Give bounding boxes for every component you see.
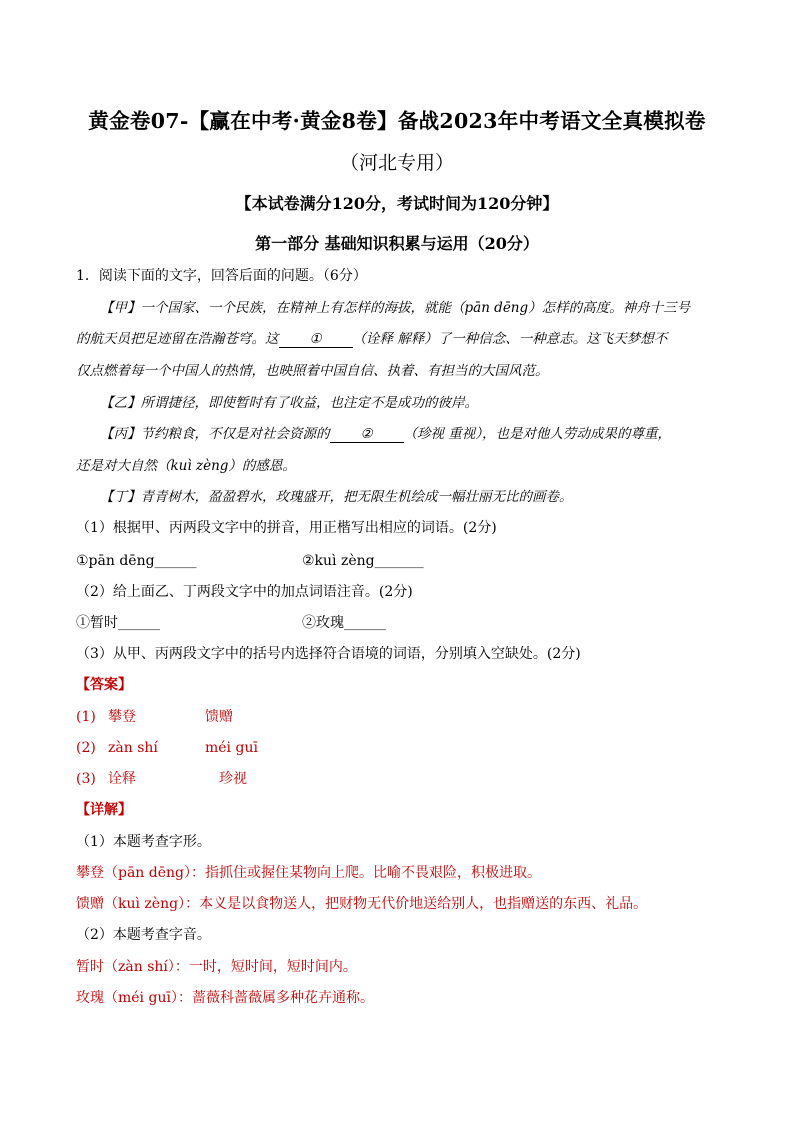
passage-bing-line-2: 还是对大自然（kuì zèng）的感恩。 bbox=[76, 458, 296, 474]
answer-value-a: 攀登 bbox=[108, 709, 136, 725]
blank-1: ① bbox=[279, 331, 353, 348]
passage-jia-text-b: （诠释 解释）了一种信念、一种意志。这飞天梦想不 bbox=[352, 331, 668, 347]
explain-paragraph: （1）本题考查字形。 bbox=[76, 834, 211, 850]
answer-row bbox=[76, 707, 96, 727]
sub-question-1: （1）根据甲、丙两段文字中的拼音，用正楷写出相应的词语。(2分) bbox=[76, 520, 497, 536]
answer-value-b: 馈赠 bbox=[205, 709, 233, 725]
answer-value-a: zàn shí bbox=[108, 740, 158, 756]
answer-value-a: 诠释 bbox=[108, 771, 136, 787]
sub-question-2-a: ①暂时______ bbox=[76, 615, 160, 631]
explain-paragraph: 暂时（zàn shí）：一时，短时间，短时间内。 bbox=[76, 959, 357, 975]
section-title: 第一部分 基础知识积累与运用（20分） bbox=[255, 234, 539, 253]
sub-question-1-a: ①pān dēng______ bbox=[76, 553, 197, 569]
passage-jia-line-3: 仅点燃着每一个中国人的热情，也映照着中国自信、执着、有担当的大国风范。 bbox=[76, 363, 549, 379]
answer-value-b: méi guī bbox=[205, 740, 258, 756]
explain-paragraph: 攀登（pān dēng）：指抓住或握住某物向上爬。比喻不畏艰险，积极进取。 bbox=[76, 865, 541, 881]
sub-question-3: （3）从甲、丙两段文字中的括号内选择符合语境的词语，分别填入空缺处。(2分) bbox=[76, 646, 581, 662]
page-title: 黄金卷07-【赢在中考·黄金8卷】备战2023年中考语文全真模拟卷 bbox=[88, 109, 706, 133]
passage-jia-line-2 bbox=[76, 329, 667, 349]
question-stem: 1．阅读下面的文字，回答后面的问题。（6分） bbox=[76, 268, 367, 284]
passage-yi: 【乙】所谓捷径，即使暂时有了收益，也注定不是成功的彼岸。 bbox=[100, 395, 478, 411]
sub-question-2-b: ②玫瑰______ bbox=[302, 615, 386, 631]
passage-jia-line-1: 【甲】一个国家、一个民族，在精神上有怎样的海拔，就能（pān dēng）怎样的高度。神舟十三号 bbox=[100, 300, 691, 316]
sub-question-2: （2）给上面乙、丁两段文字中的加点词语注音。(2分) bbox=[76, 584, 413, 600]
answer-value-b: 珍视 bbox=[219, 771, 247, 787]
answer-row bbox=[76, 738, 96, 758]
explain-paragraph: 馈赠（kuì zèng）：本义是以食物送人，把财物无代价地送给别人，也指赠送的东西、礼品。 bbox=[76, 896, 648, 912]
explain-paragraph: 玫瑰（méi guī）：蔷薇科蔷薇属多种花卉通称。 bbox=[76, 990, 374, 1006]
answer-label: 【答案】 bbox=[76, 677, 132, 693]
passage-bing-text-b: （珍视 重视），也是对他人劳动成果的尊重， bbox=[403, 426, 672, 442]
passage-bing-text-a: 【丙】节约粮食，不仅是对社会资源的 bbox=[100, 426, 330, 442]
explain-paragraph: （2）本题考查字音。 bbox=[76, 927, 211, 943]
answer-row bbox=[76, 769, 96, 789]
answer-num: (2) bbox=[76, 740, 96, 756]
paper-info: 【本试卷满分120分，考试时间为120分钟】 bbox=[235, 194, 559, 213]
passage-jia-text-a: 的航天员把足迹留在浩瀚苍穹。这 bbox=[76, 331, 279, 347]
page-subtitle: （河北专用） bbox=[339, 152, 454, 174]
passage-bing-line-1 bbox=[100, 424, 671, 444]
answer-num: (3) bbox=[76, 771, 96, 787]
sub-question-1-b: ②kuì zèng_______ bbox=[302, 553, 424, 569]
passage-ding: 【丁】青青树木，盈盈碧水，玫瑰盛开，把无限生机绘成一幅壮丽无比的画卷。 bbox=[100, 489, 573, 505]
explain-label: 【详解】 bbox=[76, 802, 132, 818]
blank-2: ② bbox=[330, 426, 404, 443]
answer-num: (1) bbox=[76, 709, 96, 725]
